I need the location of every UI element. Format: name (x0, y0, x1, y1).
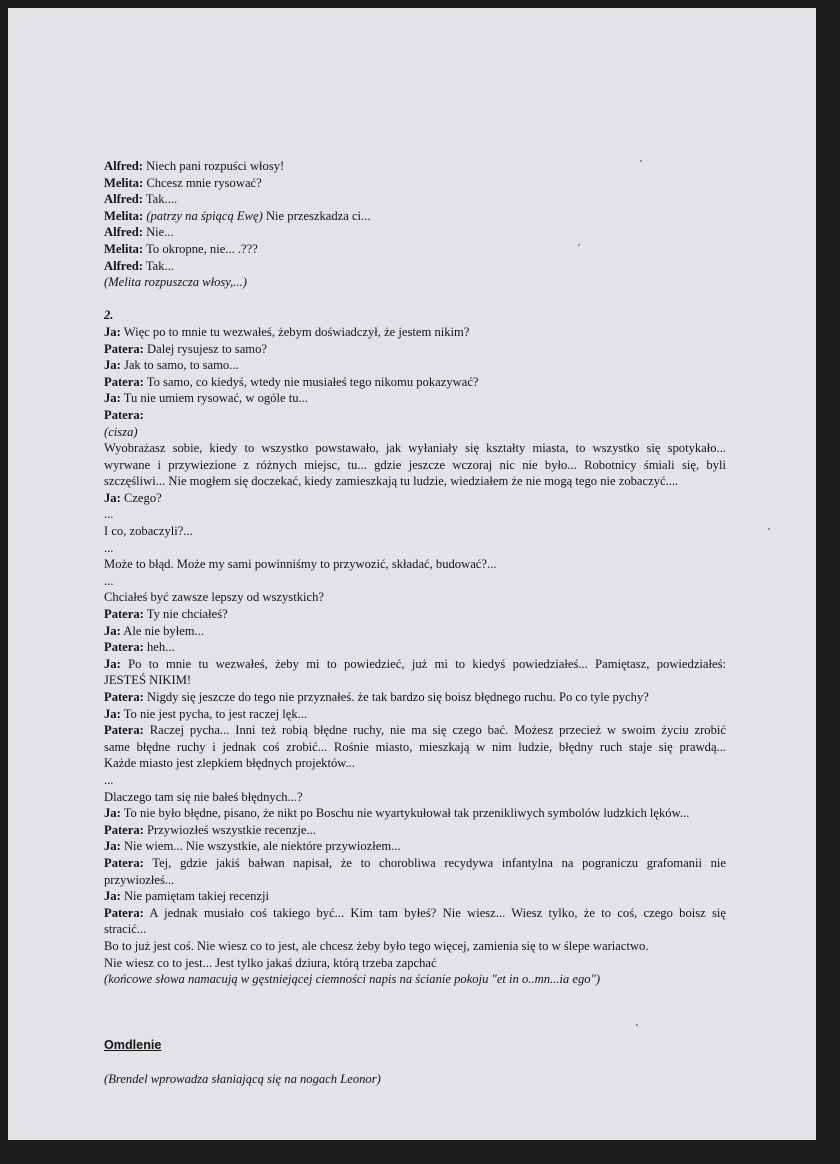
stage-direction: (końcowe słowa namacują w gęstniejącej ciemności napis na ścianie pokoju "et in o..mn...ia ego") (104, 972, 601, 987)
dialogue-text: Raczej pycha... Inni też robią błędne ruchy, nie ma się czego bać. Możesz przecież w swoim życiu zrobić (143, 723, 726, 738)
dialogue-text: Nigdy się jeszcze do tego nie przyznałeś. że tak bardzo się boisz błędnego ruchu. Po co tyle pychy? (143, 690, 649, 704)
speaker-name: Patera: (104, 640, 144, 655)
dialogue-text: Nie przeszkadza ci... (262, 208, 371, 223)
dialogue-block (104, 689, 726, 722)
dialogue-line: same błędne ruchy i jednak coś zrobić... Rośnie miasto, mieszkają w nim ludzie, błędny ruch staje się prawdą... (104, 739, 726, 754)
dialogue-text: Niech pani rozpuści włosy! (142, 159, 285, 173)
section-heading: Omdlenie (104, 1038, 162, 1053)
dialogue-text: To nie było błędne, pisano, że nikt po Boschu nie wyartykułował tak przenikliwych symbolów ludzkich lęków... (120, 806, 690, 821)
dialogue-text: Ale nie byłem... (120, 623, 205, 638)
dialogue-text: To nie jest pycha, to jest raczej lęk... (120, 706, 308, 721)
dialogue-line (104, 689, 726, 706)
speaker-name: Patera: (104, 374, 144, 389)
speaker-name: Alfred: (104, 225, 143, 240)
speaker-name: Ja: (104, 623, 121, 638)
dialogue-line (104, 838, 726, 855)
speaker-name: Ja: (104, 656, 121, 671)
stage-direction: (Melita rozpuszcza włosy,...) (104, 275, 247, 290)
dialogue-line (104, 822, 726, 839)
dialogue-text: Nie... (142, 225, 174, 240)
dialogue-text: To samo, co kiedyś, wtedy nie musiałeś tego nikomu pokazywać? (143, 374, 479, 389)
dialogue-line (104, 623, 726, 640)
scene-1-dialogue (104, 158, 726, 274)
document-page (8, 8, 816, 1140)
speaker-name: Melita: (104, 208, 144, 223)
speaker-name: Patera: (104, 822, 144, 837)
dialogue-line (104, 175, 726, 192)
dialogue-line (104, 224, 726, 241)
dialogue-text: heh... (143, 640, 175, 655)
dialogue-line: JESTEŚ NIKIM! (104, 673, 192, 688)
dialogue-line (104, 390, 726, 407)
dialogue-line (104, 855, 726, 872)
pause-mark: ... (104, 540, 114, 555)
speaker-name: Patera: (104, 341, 144, 356)
speaker-name: Ja: (104, 391, 121, 406)
dialogue-text: Przywiozłeś wszystkie recenzje... (143, 822, 316, 837)
dialogue-line: Może to błąd. Może my sami powinniśmy to przywozić, składać, budować?... (104, 557, 497, 572)
speaker-name: Alfred: (104, 159, 143, 173)
speaker-name: Patera: (104, 723, 144, 738)
scan-speck (768, 528, 770, 530)
dialogue-line: Dlaczego tam się nie bałeś błędnych...? (104, 789, 303, 804)
dialogue-line (104, 606, 726, 623)
monologue-line: szczęśliwi... Nie mogłem się doczekać, kiedy zamieszkają tu ludzie, wiedziałem że nie mogą tego nie zobaczyć.... (104, 474, 679, 489)
dialogue-line (104, 374, 726, 391)
speaker-name: Ja: (104, 358, 121, 373)
dialogue-line (104, 407, 726, 424)
dialogue-line (104, 241, 726, 258)
dialogue-text: Jak to samo, to samo... (120, 358, 239, 373)
dialogue-block (104, 324, 726, 424)
dialogue-line: Bo to już jest coś. Nie wiesz co to jest, ale chcesz żeby było tego więcej, zamienia się to w ślepe wariactwo. (104, 938, 649, 953)
speaker-name: Ja: (104, 706, 121, 721)
dialogue-line: stracić... (104, 922, 147, 937)
dialogue-block (104, 606, 726, 656)
speaker-name: Ja: (104, 839, 121, 854)
speaker-name: Melita: (104, 175, 144, 190)
dialogue-text: Dalej rysujesz to samo? (143, 341, 267, 356)
dialogue-line (104, 805, 726, 822)
dialogue-text: Tej, gdzie jakiś bałwan napisał, że to chorobliwa recydywa infantylna na pograniczu grafomanii nie (143, 855, 726, 870)
dialogue-text: To okropne, nie... .??? (143, 241, 258, 256)
dialogue-line (104, 905, 726, 922)
dialogue-line: I co, zobaczyli?... (104, 524, 193, 539)
dialogue-line: Nie wiesz co to jest... Jest tylko jakaś dziura, którą trzeba zapchać (104, 955, 437, 970)
dialogue-line: przywiozłeś... (104, 872, 175, 887)
dialogue-line (104, 341, 726, 358)
speaker-name: Ja: (104, 324, 121, 339)
dialogue-text: Tu nie umiem rysować, w ogóle tu... (120, 391, 308, 406)
stage-direction: (Brendel wprowadza słaniającą się na nogach Leonor) (104, 1071, 381, 1086)
speaker-name: Alfred: (104, 192, 143, 207)
dialogue-line (104, 324, 726, 341)
dialogue-line: Każde miasto jest zlepkiem błędnych projektów... (104, 756, 355, 771)
dialogue-text: A jednak musiało coś takiego być... Kim tam byłeś? Nie wiesz... Wiesz tylko, że to coś, czego boisz się (143, 905, 726, 920)
script-text (104, 158, 726, 1087)
speaker-name: Melita: (104, 241, 144, 256)
speaker-name: Patera: (104, 855, 144, 870)
dialogue-text: Więc po to mnie tu wezwałeś, żebym doświadczył, że jestem nikim? (120, 324, 470, 339)
speaker-name: Patera: (104, 607, 144, 622)
dialogue-text: Tak.... (142, 192, 178, 207)
dialogue-line (104, 191, 726, 208)
dialogue-line (104, 490, 726, 507)
speaker-name: Patera: (104, 690, 144, 704)
speaker-name: Ja: (104, 490, 121, 505)
dialogue-line (104, 888, 726, 905)
dialogue-text: Po to mnie tu wezwałeś, żeby mi to powiedzieć, już mi to kiedyś powiedziałeś... Pamiętasz, powiedziałeś: (120, 656, 726, 671)
dialogue-line (104, 258, 726, 275)
monologue-line: wyrwane i przywiezione z różnych miejsc, tu... gdzie jeszcze wczoraj nic nie było... Robotnicy śmiali się, byli (104, 457, 726, 472)
dialogue-line: Chciałeś być zawsze lepszy od wszystkich? (104, 590, 324, 605)
dialogue-line (104, 208, 726, 225)
dialogue-line (104, 722, 726, 739)
dialogue-line (104, 357, 726, 374)
dialogue-line (104, 656, 726, 673)
speaker-name: Ja: (104, 806, 121, 821)
speaker-name: Ja: (104, 889, 121, 904)
pause-mark: ... (104, 507, 114, 522)
monologue-line: Wyobrażasz sobie, kiedy to wszystko powstawało, jak wyłaniały się kształty miasta, to wszystko się spotykało... (104, 441, 726, 456)
dialogue-line (104, 158, 726, 175)
dialogue-text: Nie pamiętam takiej recenzji (120, 889, 270, 904)
pause-mark: ... (104, 772, 114, 787)
dialogue-text: Chcesz mnie rysować? (143, 175, 262, 190)
dialogue-line (104, 706, 726, 723)
dialogue-text: Czego? (120, 490, 162, 505)
stage-direction: (cisza) (104, 424, 138, 439)
dialogue-text: Nie wiem... Nie wszystkie, ale niektóre przywiozłem... (120, 839, 401, 854)
dialogue-line (104, 639, 726, 656)
scene-number: 2. (104, 308, 114, 323)
pause-mark: ... (104, 573, 114, 588)
speaker-name: Patera: (104, 407, 144, 422)
inline-stage-direction: (patrzy na śpiącą Ewę) (143, 208, 263, 223)
speaker-name: Patera: (104, 905, 144, 920)
dialogue-block (104, 805, 726, 855)
dialogue-text: Tak... (142, 258, 175, 273)
dialogue-text: Ty nie chciałeś? (143, 607, 228, 622)
speaker-name: Alfred: (104, 258, 143, 273)
